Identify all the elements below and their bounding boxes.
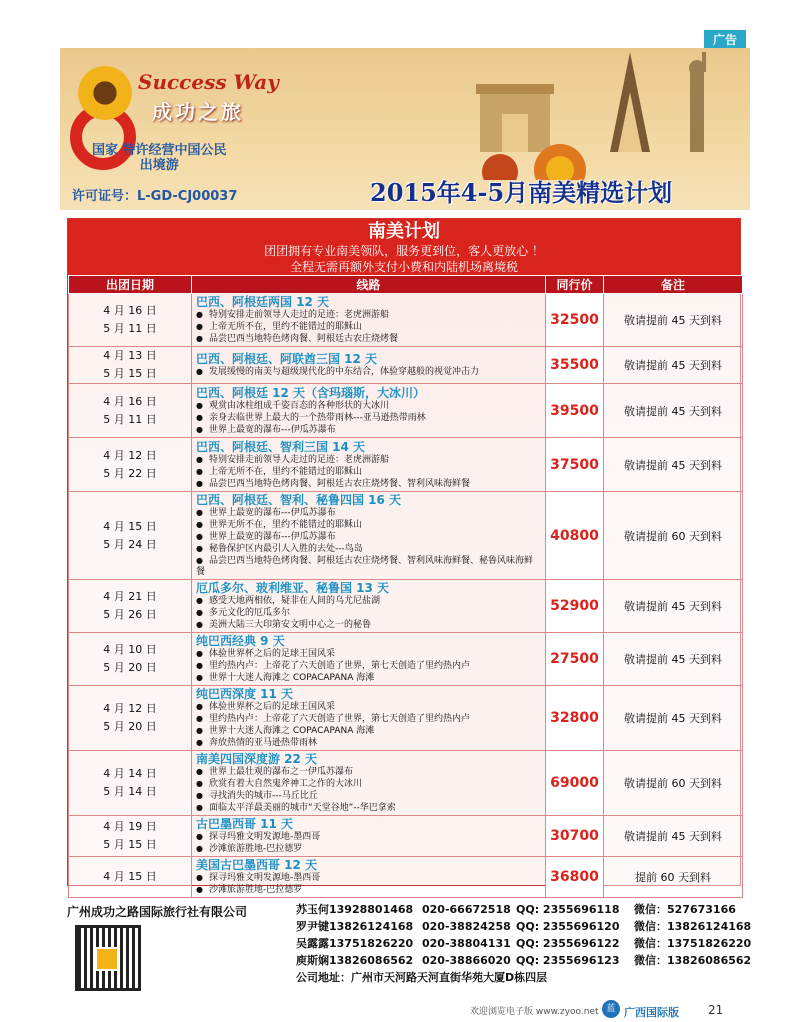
contact-qq: QQ: 2355696123	[516, 954, 620, 967]
license-title	[92, 143, 227, 173]
website-line: 欢迎浏览电子版 www.zyoo.net	[470, 1007, 599, 1017]
booking-note: 敬请提前 45 天到料	[604, 633, 743, 686]
contact-row	[296, 952, 751, 969]
panel-header	[68, 219, 740, 275]
table-row	[69, 438, 743, 492]
route-highlight: ● 世界十大迷人海滩之 COPACAPANA 海滩	[196, 725, 541, 737]
departure-date: 5 月 24 日	[103, 537, 157, 551]
route-title: 巴西、阿根廷、阿联酋三国 12 天	[196, 352, 378, 366]
trade-price: 69000	[546, 751, 604, 816]
header-date: 出团日期	[69, 276, 192, 294]
departure-dates	[69, 580, 192, 633]
departure-date: 5 月 15 日	[103, 367, 157, 380]
contact-row	[296, 935, 751, 952]
page-number: 21	[708, 1003, 724, 1017]
route-highlight: ● 上帝无所不在，里约不能错过的耶稣山	[196, 466, 541, 478]
contact-name: 苏玉何13928801468	[296, 903, 414, 916]
sunflower-icon	[78, 66, 132, 120]
landmarks-illustration-icon	[440, 52, 740, 180]
departure-dates	[69, 751, 192, 816]
header-price: 同行价	[546, 276, 604, 294]
header-note: 备注	[604, 276, 743, 294]
route-highlight: ● 世界上最宽的瀑布---伊瓜苏瀑布	[196, 507, 541, 519]
license-line1: 国家 特许经营中国公民	[92, 143, 227, 158]
departure-dates	[69, 686, 192, 751]
departure-dates	[69, 816, 192, 857]
trade-price: 30700	[546, 816, 604, 857]
table-row	[69, 751, 743, 816]
trade-price: 40800	[546, 492, 604, 580]
route-cell	[192, 347, 546, 384]
route-highlight: ● 发展缓慢的南美与超级现代化的中东结合，体验穿越般的视觉冲击力	[196, 366, 541, 378]
booking-note: 敬请提前 45 天到料	[604, 384, 743, 438]
departure-date: 4 月 15 日	[103, 870, 157, 883]
table-row	[69, 580, 743, 633]
departure-date: 4 月 21 日	[103, 590, 157, 603]
trade-price: 36800	[546, 857, 604, 898]
route-highlight: ● 品尝巴西当地特色烤肉餐、阿根廷古农庄烧烤餐、智利风味海鲜餐、秘鲁风味海鲜餐	[196, 555, 541, 578]
table-row	[69, 686, 743, 751]
route-highlight: ● 里约热内卢：上帝花了六天创造了世界，第七天创造了里约热内卢	[196, 660, 541, 672]
company-name: 广州成功之路国际旅行社有限公司	[67, 905, 248, 919]
contact-qq: QQ: 2355696122	[516, 937, 620, 950]
route-highlight: ● 美洲大陆三大印第安文明中心之一的秘鲁	[196, 619, 541, 631]
departure-date: 4 月 10 日	[103, 643, 157, 656]
departure-dates	[69, 347, 192, 384]
panel-title: 南美计划	[368, 221, 440, 242]
panel-subtitle-1: 团团拥有专业南美领队，服务更到位，客人更放心 ！	[264, 244, 544, 258]
contact-tel: 020-38804131	[422, 937, 511, 950]
route-highlight: ● 面临太平洋最美丽的城市“天堂谷地”--华巴拿索	[196, 802, 541, 814]
route-title: 巴西、阿根廷两国 12 天	[196, 295, 330, 309]
route-title: 古巴墨西哥 11 天	[196, 817, 294, 831]
route-highlight: ● 秘鲁保护区内最引人入胜的去处---鸟岛	[196, 543, 541, 555]
departure-dates	[69, 492, 192, 580]
company-address: 公司地址：广州市天河路天河直街华苑大厦D栋四层	[296, 971, 548, 984]
contact-name: 吴露露13751826220	[296, 937, 414, 950]
route-highlight: ● 品尝巴西当地特色烤肉餐、阿根廷古农庄烧烤餐	[196, 333, 541, 345]
route-title: 美国古巴墨西哥 12 天	[196, 858, 318, 872]
departure-date: 4 月 12 日	[103, 448, 157, 462]
ad-tag: 广告	[704, 30, 746, 50]
contact-wechat: 微信：13751826220	[634, 937, 752, 950]
route-cell	[192, 492, 546, 580]
departure-date: 5 月 15 日	[103, 838, 157, 851]
departure-date: 4 月 19 日	[103, 820, 157, 833]
route-title: 厄瓜多尔、玻利维亚、秘鲁国 13 天	[196, 581, 390, 595]
booking-note: 敬请提前 45 天到料	[604, 580, 743, 633]
departure-date: 5 月 14 日	[103, 785, 157, 798]
table-row	[69, 816, 743, 857]
booking-note: 敬请提前 60 天到料	[604, 751, 743, 816]
table-row	[69, 492, 743, 580]
route-highlight: ● 世界无所不在，里约不能错过的耶稣山	[196, 519, 541, 531]
table-row	[69, 857, 743, 898]
route-highlight: ● 世界上最宽的瀑布---伊瓜苏瀑布	[196, 424, 541, 436]
panel-subtitle-2: 全程无需再额外支付小费和内陆机场离境税	[289, 260, 518, 274]
route-title: 纯巴西经典 9 天	[196, 634, 285, 648]
route-cell	[192, 438, 546, 492]
trade-price: 32500	[546, 294, 604, 347]
route-highlight: ● 上帝无所不在，里约不能错过的耶稣山	[196, 321, 541, 333]
route-highlight: ● 探寻玛雅文明发源地-墨西哥	[196, 872, 541, 884]
trade-price: 37500	[546, 438, 604, 492]
contact-wechat: 微信：13826124168	[634, 920, 752, 933]
header-route: 线路	[192, 276, 546, 294]
booking-note: 敬请提前 45 天到料	[604, 347, 743, 384]
departure-date: 4 月 16 日	[103, 304, 157, 317]
header-banner	[60, 48, 750, 210]
route-cell	[192, 633, 546, 686]
departure-date: 4 月 13 日	[103, 349, 157, 362]
departure-dates	[69, 857, 192, 898]
trade-price: 52900	[546, 580, 604, 633]
route-highlight: ● 欣赏有着大自然鬼斧神工之作的大冰川	[196, 778, 541, 790]
departure-dates	[69, 294, 192, 347]
route-cell	[192, 580, 546, 633]
departure-dates	[69, 384, 192, 438]
route-cell	[192, 686, 546, 751]
contact-tel: 020-38866020	[422, 954, 511, 967]
departure-date: 5 月 20 日	[103, 661, 157, 674]
departure-date: 5 月 11 日	[103, 412, 157, 426]
route-cell	[192, 384, 546, 438]
publication-logo-icon: 蓝	[602, 1000, 620, 1018]
route-title: 南美四国深度游 22 天	[196, 752, 318, 766]
contact-row	[296, 918, 751, 935]
route-highlight: ● 奔放热情的亚马逊热带雨林	[196, 737, 541, 749]
departure-date: 5 月 22 日	[103, 466, 157, 480]
departure-date: 4 月 12 日	[103, 702, 157, 715]
route-highlight: ● 观赏由冰柱组成千姿百态的各种形状的大冰川	[196, 400, 541, 412]
trade-price: 39500	[546, 384, 604, 438]
table-row	[69, 633, 743, 686]
license-line2: 出境游	[139, 158, 179, 173]
route-highlight: ● 世界上最壮观的瀑布之一伊瓜苏瀑布	[196, 766, 541, 778]
route-highlight: ● 沙滩旅游胜地-巴拉德罗	[196, 843, 541, 855]
booking-note: 提前 60 天到料	[604, 857, 743, 898]
license-number: 许可证号：L-GD-CJ00037	[72, 189, 238, 204]
edition-label: 广西国际版	[624, 1006, 679, 1019]
table-row	[69, 294, 743, 347]
route-highlight: ● 亲身去临世界上最大的一个热带雨林---亚马逊热带雨林	[196, 412, 541, 424]
booking-note: 敬请提前 45 天到料	[604, 816, 743, 857]
south-america-plan-panel	[67, 218, 741, 895]
booking-note: 敬请提前 45 天到料	[604, 686, 743, 751]
route-cell	[192, 751, 546, 816]
contact-row	[296, 901, 751, 918]
route-highlight: ● 特别安排走前领导人走过的足迹：老虎洲游船	[196, 309, 541, 321]
route-highlight: ● 寻找消失的城市---马丘比丘	[196, 790, 541, 802]
trade-price: 27500	[546, 633, 604, 686]
route-highlight: ● 世界上最宽的瀑布---伊瓜苏瀑布	[196, 531, 541, 543]
route-title: 巴西、阿根廷 12 天（含玛瑙斯，大冰川）	[196, 385, 426, 400]
table-row	[69, 384, 743, 438]
departure-date: 4 月 14 日	[103, 767, 157, 780]
route-highlight: ● 里约热内卢：上帝花了六天创造了世界，第七天创造了里约热内卢	[196, 713, 541, 725]
contact-qq: QQ: 2355696118	[516, 903, 620, 916]
departure-dates	[69, 438, 192, 492]
departure-date: 5 月 26 日	[103, 608, 157, 621]
plan-title: 2015年4-5月南美精选计划	[370, 178, 673, 207]
booking-note: 敬请提前 45 天到料	[604, 438, 743, 492]
departure-dates	[69, 633, 192, 686]
route-cell	[192, 294, 546, 347]
tour-table	[68, 275, 743, 898]
route-highlight: ● 特别安排走前领导人走过的足迹：老虎洲游船	[196, 454, 541, 466]
departure-date: 5 月 11 日	[103, 322, 157, 335]
brand-chinese: 成功之旅	[152, 100, 244, 124]
trade-price: 35500	[546, 347, 604, 384]
qr-center-logo-icon	[95, 947, 119, 971]
route-highlight: ● 世界十大迷人海滩之 COPACAPANA 海滩	[196, 672, 541, 684]
departure-date: 4 月 15 日	[103, 519, 157, 533]
table-row	[69, 347, 743, 384]
route-cell	[192, 857, 546, 898]
trade-price: 32800	[546, 686, 604, 751]
route-highlight: ● 多元文化的厄瓜多尔	[196, 607, 541, 619]
contact-wechat: 微信：13826086562	[634, 954, 752, 967]
route-highlight: ● 探寻玛雅文明发源地-墨西哥	[196, 831, 541, 843]
footer	[67, 897, 752, 992]
contact-name: 罗尹键13826124168	[296, 920, 414, 933]
contact-qq: QQ: 2355696120	[516, 920, 620, 933]
contact-wechat: 微信：527673166	[634, 903, 736, 916]
contact-tel: 020-38824258	[422, 920, 511, 933]
route-highlight: ● 沙滩旅游胜地-巴拉德罗	[196, 884, 541, 896]
route-highlight: ● 感受天地两相依，疑非在人间的乌尤尼盐湖	[196, 595, 541, 607]
booking-note: 敬请提前 60 天到料	[604, 492, 743, 580]
departure-date: 5 月 20 日	[103, 720, 157, 733]
table-header-row	[69, 276, 743, 294]
contact-list	[296, 901, 751, 986]
route-title: 纯巴西深度 11 天	[196, 687, 294, 701]
booking-note: 敬请提前 45 天到料	[604, 294, 743, 347]
departure-date: 4 月 16 日	[103, 394, 157, 408]
route-title: 巴西、阿根廷、智利三国 14 天	[196, 439, 366, 454]
brand-english: Success Way	[138, 70, 279, 94]
route-cell	[192, 816, 546, 857]
contact-name: 庾斯娴13826086562	[296, 954, 414, 967]
route-highlight: ● 体验世界杯之后的足球王国风采	[196, 701, 541, 713]
route-highlight: ● 体验世界杯之后的足球王国风采	[196, 648, 541, 660]
route-highlight: ● 品尝巴西当地特色烤肉餐、阿根廷古农庄烧烤餐、智利风味海鲜餐	[196, 478, 541, 490]
contact-tel: 020-66672518	[422, 903, 511, 916]
route-title: 巴西、阿根廷、智利、秘鲁四国 16 天	[196, 493, 402, 507]
